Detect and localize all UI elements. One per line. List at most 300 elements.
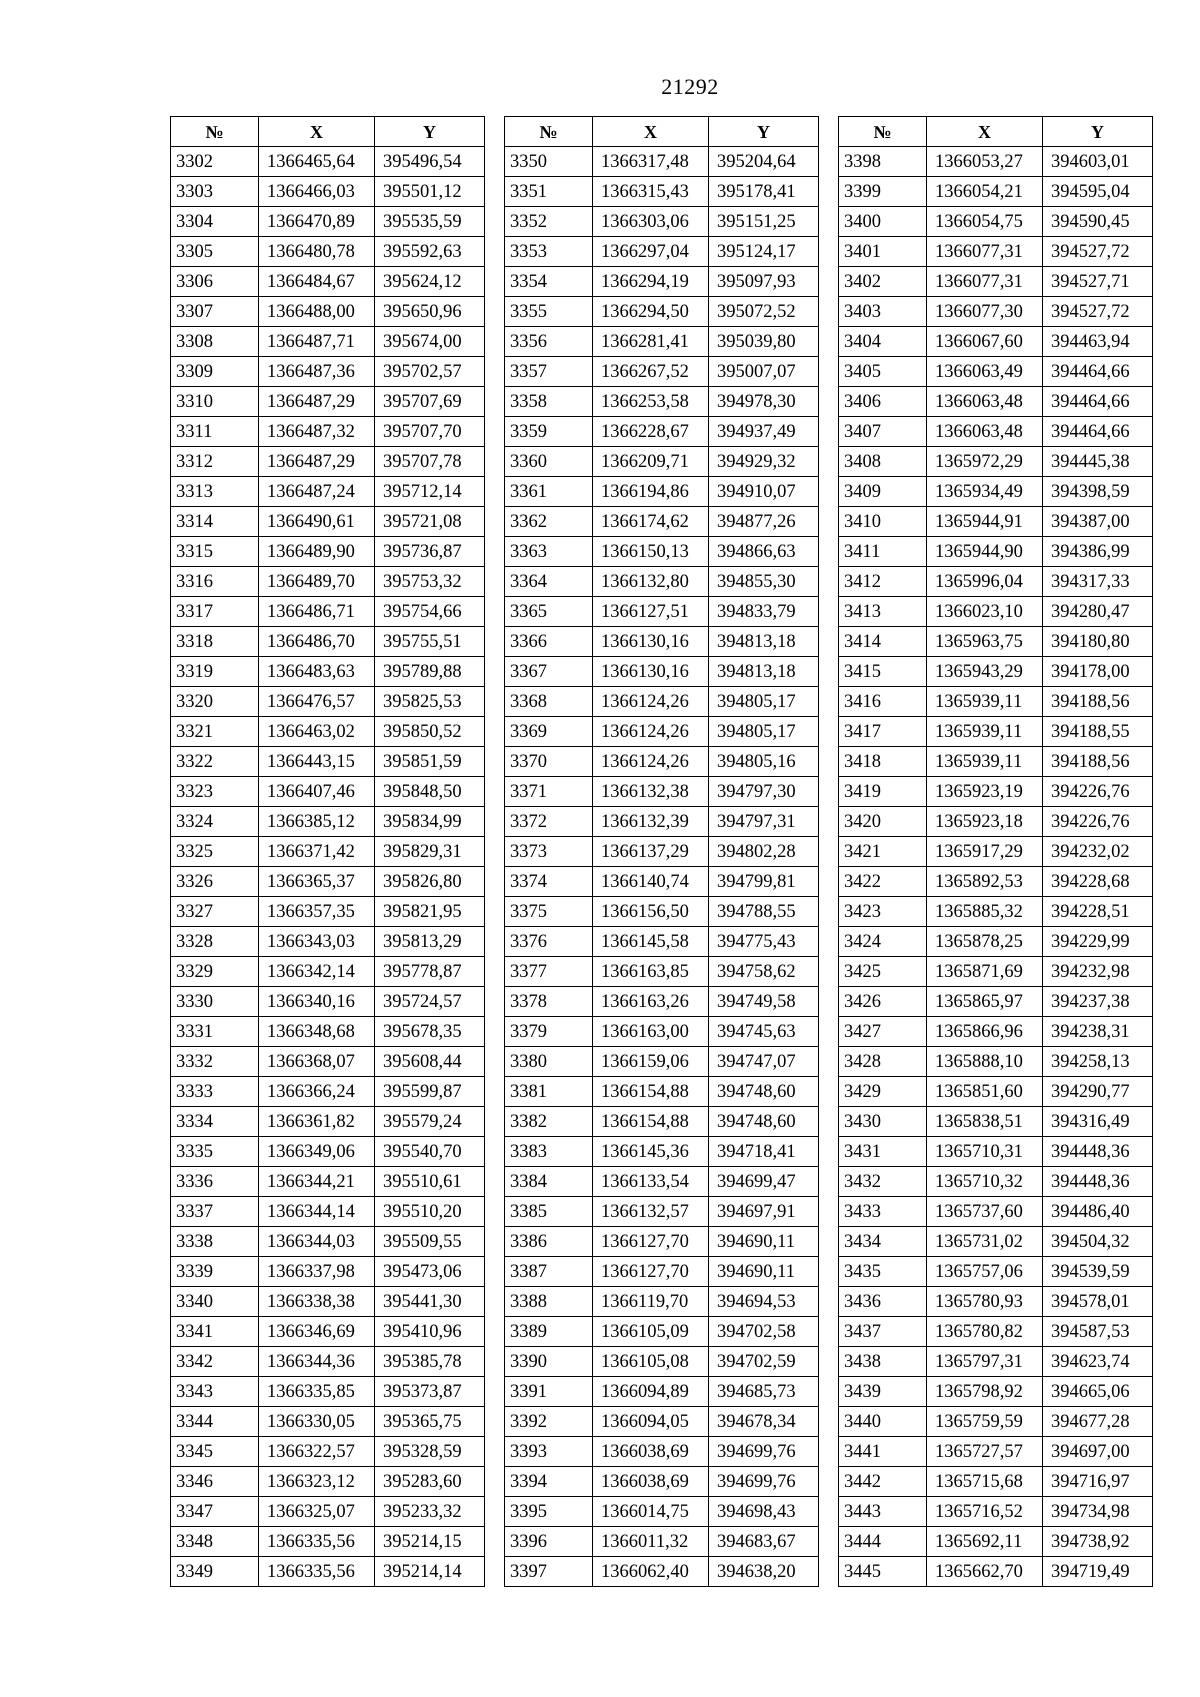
y-coordinate-cell: 395151,25 xyxy=(709,207,819,237)
point-number-cell: 3375 xyxy=(505,897,593,927)
coordinate-tables xyxy=(170,116,1150,1586)
table-row xyxy=(171,1137,485,1167)
y-coordinate-cell: 394188,55 xyxy=(1043,717,1153,747)
point-number-cell: 3354 xyxy=(505,267,593,297)
y-coordinate-cell: 394797,30 xyxy=(709,777,819,807)
x-coordinate-cell: 1366159,06 xyxy=(593,1047,709,1077)
point-number-cell: 3328 xyxy=(171,927,259,957)
x-coordinate-cell: 1366487,29 xyxy=(259,387,375,417)
y-coordinate-cell: 394910,07 xyxy=(709,477,819,507)
point-number-cell: 3414 xyxy=(839,627,927,657)
point-number-cell: 3407 xyxy=(839,417,927,447)
x-coordinate-cell: 1366465,64 xyxy=(259,147,375,177)
y-coordinate-cell: 395540,70 xyxy=(375,1137,485,1167)
point-number-cell: 3403 xyxy=(839,297,927,327)
table-row xyxy=(171,1227,485,1257)
point-number-cell: 3357 xyxy=(505,357,593,387)
y-coordinate-cell: 394694,53 xyxy=(709,1287,819,1317)
table-row xyxy=(171,417,485,447)
y-coordinate-cell: 395097,93 xyxy=(709,267,819,297)
y-coordinate-cell: 395214,15 xyxy=(375,1527,485,1557)
table-row xyxy=(505,1407,819,1437)
point-number-cell: 3371 xyxy=(505,777,593,807)
x-coordinate-cell: 1365944,91 xyxy=(927,507,1043,537)
y-coordinate-cell: 395509,55 xyxy=(375,1227,485,1257)
y-coordinate-cell: 395721,08 xyxy=(375,507,485,537)
y-coordinate-cell: 394398,59 xyxy=(1043,477,1153,507)
point-number-cell: 3432 xyxy=(839,1167,927,1197)
y-coordinate-cell: 394464,66 xyxy=(1043,357,1153,387)
x-coordinate-cell: 1365944,90 xyxy=(927,537,1043,567)
y-coordinate-cell: 394748,60 xyxy=(709,1107,819,1137)
y-coordinate-cell: 394929,32 xyxy=(709,447,819,477)
y-coordinate-cell: 394698,43 xyxy=(709,1497,819,1527)
table-row xyxy=(505,1377,819,1407)
table-row xyxy=(839,1497,1153,1527)
point-number-cell: 3352 xyxy=(505,207,593,237)
column-header-x: X xyxy=(927,117,1043,147)
x-coordinate-cell: 1366127,70 xyxy=(593,1227,709,1257)
y-coordinate-cell: 394805,17 xyxy=(709,687,819,717)
table-row xyxy=(171,1527,485,1557)
y-coordinate-cell: 394527,72 xyxy=(1043,297,1153,327)
x-coordinate-cell: 1366038,69 xyxy=(593,1467,709,1497)
x-coordinate-cell: 1366132,80 xyxy=(593,567,709,597)
table-row xyxy=(505,1077,819,1107)
y-coordinate-cell: 395707,70 xyxy=(375,417,485,447)
table-row xyxy=(171,987,485,1017)
y-coordinate-cell: 394229,99 xyxy=(1043,927,1153,957)
point-number-cell: 3377 xyxy=(505,957,593,987)
x-coordinate-cell: 1365710,32 xyxy=(927,1167,1043,1197)
point-number-cell: 3445 xyxy=(839,1557,927,1587)
point-number-cell: 3351 xyxy=(505,177,593,207)
x-coordinate-cell: 1366487,36 xyxy=(259,357,375,387)
x-coordinate-cell: 1366209,71 xyxy=(593,447,709,477)
table-row xyxy=(839,177,1153,207)
y-coordinate-cell: 394445,38 xyxy=(1043,447,1153,477)
table-row xyxy=(839,1347,1153,1377)
y-coordinate-cell: 394697,00 xyxy=(1043,1437,1153,1467)
point-number-cell: 3390 xyxy=(505,1347,593,1377)
y-coordinate-cell: 395233,32 xyxy=(375,1497,485,1527)
y-coordinate-cell: 395510,20 xyxy=(375,1197,485,1227)
x-coordinate-cell: 1366297,04 xyxy=(593,237,709,267)
x-coordinate-cell: 1366483,63 xyxy=(259,657,375,687)
point-number-cell: 3327 xyxy=(171,897,259,927)
x-coordinate-cell: 1366267,52 xyxy=(593,357,709,387)
y-coordinate-cell: 394448,36 xyxy=(1043,1167,1153,1197)
point-number-cell: 3427 xyxy=(839,1017,927,1047)
point-number-cell: 3367 xyxy=(505,657,593,687)
x-coordinate-cell: 1366145,58 xyxy=(593,927,709,957)
y-coordinate-cell: 394486,40 xyxy=(1043,1197,1153,1227)
y-coordinate-cell: 394386,99 xyxy=(1043,537,1153,567)
x-coordinate-cell: 1365996,04 xyxy=(927,567,1043,597)
table-row xyxy=(505,147,819,177)
point-number-cell: 3431 xyxy=(839,1137,927,1167)
y-coordinate-cell: 394527,72 xyxy=(1043,237,1153,267)
table-row xyxy=(839,1137,1153,1167)
y-coordinate-cell: 394685,73 xyxy=(709,1377,819,1407)
point-number-cell: 3398 xyxy=(839,147,927,177)
y-coordinate-cell: 395789,88 xyxy=(375,657,485,687)
point-number-cell: 3393 xyxy=(505,1437,593,1467)
table-row xyxy=(171,687,485,717)
point-number-cell: 3435 xyxy=(839,1257,927,1287)
point-number-cell: 3335 xyxy=(171,1137,259,1167)
x-coordinate-cell: 1366368,07 xyxy=(259,1047,375,1077)
table-row xyxy=(171,1047,485,1077)
point-number-cell: 3399 xyxy=(839,177,927,207)
table-row xyxy=(505,867,819,897)
x-coordinate-cell: 1366443,15 xyxy=(259,747,375,777)
table-row xyxy=(171,807,485,837)
y-coordinate-cell: 394697,91 xyxy=(709,1197,819,1227)
point-number-cell: 3387 xyxy=(505,1257,593,1287)
y-coordinate-cell: 394578,01 xyxy=(1043,1287,1153,1317)
point-number-cell: 3322 xyxy=(171,747,259,777)
table-row xyxy=(505,1047,819,1077)
point-number-cell: 3382 xyxy=(505,1107,593,1137)
x-coordinate-cell: 1366325,07 xyxy=(259,1497,375,1527)
y-coordinate-cell: 394813,18 xyxy=(709,627,819,657)
y-coordinate-cell: 395778,87 xyxy=(375,957,485,987)
y-coordinate-cell: 394464,66 xyxy=(1043,417,1153,447)
y-coordinate-cell: 394603,01 xyxy=(1043,147,1153,177)
point-number-cell: 3373 xyxy=(505,837,593,867)
point-number-cell: 3425 xyxy=(839,957,927,987)
x-coordinate-cell: 1366365,37 xyxy=(259,867,375,897)
y-coordinate-cell: 394866,63 xyxy=(709,537,819,567)
y-coordinate-cell: 394719,49 xyxy=(1043,1557,1153,1587)
x-coordinate-cell: 1366063,48 xyxy=(927,387,1043,417)
y-coordinate-cell: 395724,57 xyxy=(375,987,485,1017)
x-coordinate-cell: 1366357,35 xyxy=(259,897,375,927)
x-coordinate-cell: 1366346,69 xyxy=(259,1317,375,1347)
x-coordinate-cell: 1365727,57 xyxy=(927,1437,1043,1467)
table-row xyxy=(505,957,819,987)
point-number-cell: 3342 xyxy=(171,1347,259,1377)
x-coordinate-cell: 1366407,46 xyxy=(259,777,375,807)
x-coordinate-cell: 1366063,49 xyxy=(927,357,1043,387)
x-coordinate-cell: 1366385,12 xyxy=(259,807,375,837)
point-number-cell: 3413 xyxy=(839,597,927,627)
point-number-cell: 3353 xyxy=(505,237,593,267)
y-coordinate-cell: 394702,58 xyxy=(709,1317,819,1347)
y-coordinate-cell: 394758,62 xyxy=(709,957,819,987)
x-coordinate-cell: 1365939,11 xyxy=(927,687,1043,717)
x-coordinate-cell: 1366038,69 xyxy=(593,1437,709,1467)
table-row xyxy=(505,447,819,477)
table-row xyxy=(839,387,1153,417)
point-number-cell: 3430 xyxy=(839,1107,927,1137)
point-number-cell: 3356 xyxy=(505,327,593,357)
y-coordinate-cell: 395678,35 xyxy=(375,1017,485,1047)
y-coordinate-cell: 395283,60 xyxy=(375,1467,485,1497)
x-coordinate-cell: 1366053,27 xyxy=(927,147,1043,177)
x-coordinate-cell: 1366124,26 xyxy=(593,747,709,777)
table-row xyxy=(505,657,819,687)
x-coordinate-cell: 1366476,57 xyxy=(259,687,375,717)
x-coordinate-cell: 1365757,06 xyxy=(927,1257,1043,1287)
point-number-cell: 3325 xyxy=(171,837,259,867)
y-coordinate-cell: 394747,07 xyxy=(709,1047,819,1077)
y-coordinate-cell: 395825,53 xyxy=(375,687,485,717)
table-row xyxy=(839,717,1153,747)
x-coordinate-cell: 1365780,82 xyxy=(927,1317,1043,1347)
x-coordinate-cell: 1365871,69 xyxy=(927,957,1043,987)
point-number-cell: 3408 xyxy=(839,447,927,477)
table-row xyxy=(505,1167,819,1197)
y-coordinate-cell: 394797,31 xyxy=(709,807,819,837)
point-number-cell: 3331 xyxy=(171,1017,259,1047)
y-coordinate-cell: 394316,49 xyxy=(1043,1107,1153,1137)
table-row xyxy=(171,1167,485,1197)
table-row xyxy=(505,1017,819,1047)
point-number-cell: 3444 xyxy=(839,1527,927,1557)
y-coordinate-cell: 394178,00 xyxy=(1043,657,1153,687)
point-number-cell: 3410 xyxy=(839,507,927,537)
y-coordinate-cell: 394387,00 xyxy=(1043,507,1153,537)
x-coordinate-cell: 1365972,29 xyxy=(927,447,1043,477)
point-number-cell: 3423 xyxy=(839,897,927,927)
x-coordinate-cell: 1366480,78 xyxy=(259,237,375,267)
point-number-cell: 3319 xyxy=(171,657,259,687)
table-row xyxy=(839,687,1153,717)
table-row xyxy=(505,1467,819,1497)
point-number-cell: 3339 xyxy=(171,1257,259,1287)
table-row xyxy=(839,1287,1153,1317)
table-row xyxy=(171,177,485,207)
point-number-cell: 3389 xyxy=(505,1317,593,1347)
column-header-number: № xyxy=(839,117,927,147)
y-coordinate-cell: 394855,30 xyxy=(709,567,819,597)
y-coordinate-cell: 394978,30 xyxy=(709,387,819,417)
y-coordinate-cell: 394464,66 xyxy=(1043,387,1153,417)
x-coordinate-cell: 1366094,89 xyxy=(593,1377,709,1407)
y-coordinate-cell: 395826,80 xyxy=(375,867,485,897)
x-coordinate-cell: 1366371,42 xyxy=(259,837,375,867)
y-coordinate-cell: 395707,69 xyxy=(375,387,485,417)
x-coordinate-cell: 1366490,61 xyxy=(259,507,375,537)
x-coordinate-cell: 1366317,48 xyxy=(593,147,709,177)
point-number-cell: 3411 xyxy=(839,537,927,567)
table-row xyxy=(505,327,819,357)
table-row xyxy=(839,447,1153,477)
table-row xyxy=(171,1017,485,1047)
table-row xyxy=(839,1077,1153,1107)
x-coordinate-cell: 1366335,56 xyxy=(259,1557,375,1587)
y-coordinate-cell: 395650,96 xyxy=(375,297,485,327)
point-number-cell: 3416 xyxy=(839,687,927,717)
point-number-cell: 3345 xyxy=(171,1437,259,1467)
point-number-cell: 3372 xyxy=(505,807,593,837)
x-coordinate-cell: 1366343,03 xyxy=(259,927,375,957)
point-number-cell: 3369 xyxy=(505,717,593,747)
table-row xyxy=(839,147,1153,177)
table-row xyxy=(505,267,819,297)
y-coordinate-cell: 395039,80 xyxy=(709,327,819,357)
table-row xyxy=(839,1557,1153,1587)
x-coordinate-cell: 1366486,71 xyxy=(259,597,375,627)
coordinate-table-1 xyxy=(170,116,485,1587)
x-coordinate-cell: 1366063,48 xyxy=(927,417,1043,447)
point-number-cell: 3323 xyxy=(171,777,259,807)
x-coordinate-cell: 1366011,32 xyxy=(593,1527,709,1557)
x-coordinate-cell: 1366163,26 xyxy=(593,987,709,1017)
point-number-cell: 3358 xyxy=(505,387,593,417)
point-number-cell: 3441 xyxy=(839,1437,927,1467)
y-coordinate-cell: 394595,04 xyxy=(1043,177,1153,207)
table-row xyxy=(839,567,1153,597)
x-coordinate-cell: 1365692,11 xyxy=(927,1527,1043,1557)
point-number-cell: 3400 xyxy=(839,207,927,237)
table-row xyxy=(505,1347,819,1377)
x-coordinate-cell: 1365963,75 xyxy=(927,627,1043,657)
x-coordinate-cell: 1366132,38 xyxy=(593,777,709,807)
point-number-cell: 3349 xyxy=(171,1557,259,1587)
y-coordinate-cell: 394623,74 xyxy=(1043,1347,1153,1377)
point-number-cell: 3365 xyxy=(505,597,593,627)
table-row xyxy=(171,1197,485,1227)
point-number-cell: 3434 xyxy=(839,1227,927,1257)
point-number-cell: 3404 xyxy=(839,327,927,357)
point-number-cell: 3386 xyxy=(505,1227,593,1257)
point-number-cell: 3307 xyxy=(171,297,259,327)
x-coordinate-cell: 1365851,60 xyxy=(927,1077,1043,1107)
table-row xyxy=(171,1557,485,1587)
x-coordinate-cell: 1366105,08 xyxy=(593,1347,709,1377)
table-row xyxy=(505,777,819,807)
y-coordinate-cell: 394237,38 xyxy=(1043,987,1153,1017)
table-row xyxy=(171,1467,485,1497)
table-row xyxy=(505,597,819,627)
point-number-cell: 3320 xyxy=(171,687,259,717)
point-number-cell: 3396 xyxy=(505,1527,593,1557)
table-row xyxy=(839,1107,1153,1137)
y-coordinate-cell: 394527,71 xyxy=(1043,267,1153,297)
x-coordinate-cell: 1366077,30 xyxy=(927,297,1043,327)
y-coordinate-cell: 394590,45 xyxy=(1043,207,1153,237)
table-row xyxy=(839,237,1153,267)
x-coordinate-cell: 1366349,06 xyxy=(259,1137,375,1167)
point-number-cell: 3421 xyxy=(839,837,927,867)
x-coordinate-cell: 1366156,50 xyxy=(593,897,709,927)
table-row xyxy=(839,627,1153,657)
table-row xyxy=(839,417,1153,447)
x-coordinate-cell: 1366054,21 xyxy=(927,177,1043,207)
column-header-y: Y xyxy=(375,117,485,147)
y-coordinate-cell: 395124,17 xyxy=(709,237,819,267)
column-header-x: X xyxy=(593,117,709,147)
point-number-cell: 3359 xyxy=(505,417,593,447)
x-coordinate-cell: 1365934,49 xyxy=(927,477,1043,507)
point-number-cell: 3374 xyxy=(505,867,593,897)
table-row xyxy=(505,1137,819,1167)
table-row xyxy=(839,357,1153,387)
point-number-cell: 3360 xyxy=(505,447,593,477)
point-number-cell: 3370 xyxy=(505,747,593,777)
y-coordinate-cell: 395214,14 xyxy=(375,1557,485,1587)
point-number-cell: 3318 xyxy=(171,627,259,657)
y-coordinate-cell: 394718,41 xyxy=(709,1137,819,1167)
point-number-cell: 3338 xyxy=(171,1227,259,1257)
y-coordinate-cell: 395850,52 xyxy=(375,717,485,747)
coordinate-table-3 xyxy=(838,116,1153,1587)
point-number-cell: 3388 xyxy=(505,1287,593,1317)
table-row xyxy=(505,1437,819,1467)
table-row xyxy=(505,897,819,927)
x-coordinate-cell: 1365798,92 xyxy=(927,1377,1043,1407)
y-coordinate-cell: 395535,59 xyxy=(375,207,485,237)
y-coordinate-cell: 394539,59 xyxy=(1043,1257,1153,1287)
x-coordinate-cell: 1365662,70 xyxy=(927,1557,1043,1587)
y-coordinate-cell: 395496,54 xyxy=(375,147,485,177)
point-number-cell: 3363 xyxy=(505,537,593,567)
table-row xyxy=(171,537,485,567)
table-row xyxy=(171,717,485,747)
x-coordinate-cell: 1366023,10 xyxy=(927,597,1043,627)
table-row xyxy=(505,1557,819,1587)
y-coordinate-cell: 395410,96 xyxy=(375,1317,485,1347)
table-row xyxy=(505,1257,819,1287)
table-row xyxy=(171,1107,485,1137)
y-coordinate-cell: 395328,59 xyxy=(375,1437,485,1467)
table-row xyxy=(839,1377,1153,1407)
y-coordinate-cell: 395829,31 xyxy=(375,837,485,867)
x-coordinate-cell: 1366174,62 xyxy=(593,507,709,537)
table-row xyxy=(505,477,819,507)
x-coordinate-cell: 1366486,70 xyxy=(259,627,375,657)
point-number-cell: 3334 xyxy=(171,1107,259,1137)
x-coordinate-cell: 1366489,70 xyxy=(259,567,375,597)
x-coordinate-cell: 1366127,51 xyxy=(593,597,709,627)
x-coordinate-cell: 1366344,03 xyxy=(259,1227,375,1257)
table-header-row xyxy=(171,117,485,147)
point-number-cell: 3310 xyxy=(171,387,259,417)
table-row xyxy=(505,747,819,777)
y-coordinate-cell: 394228,68 xyxy=(1043,867,1153,897)
x-coordinate-cell: 1365888,10 xyxy=(927,1047,1043,1077)
table-row xyxy=(505,537,819,567)
y-coordinate-cell: 394238,31 xyxy=(1043,1017,1153,1047)
y-coordinate-cell: 395755,51 xyxy=(375,627,485,657)
x-coordinate-cell: 1366228,67 xyxy=(593,417,709,447)
y-coordinate-cell: 394749,58 xyxy=(709,987,819,1017)
point-number-cell: 3362 xyxy=(505,507,593,537)
x-coordinate-cell: 1366124,26 xyxy=(593,717,709,747)
column-header-y: Y xyxy=(709,117,819,147)
table-row xyxy=(839,1317,1153,1347)
table-row xyxy=(505,357,819,387)
table-row xyxy=(505,807,819,837)
x-coordinate-cell: 1365715,68 xyxy=(927,1467,1043,1497)
y-coordinate-cell: 395365,75 xyxy=(375,1407,485,1437)
point-number-cell: 3395 xyxy=(505,1497,593,1527)
point-number-cell: 3340 xyxy=(171,1287,259,1317)
x-coordinate-cell: 1366484,67 xyxy=(259,267,375,297)
y-coordinate-cell: 394677,28 xyxy=(1043,1407,1153,1437)
x-coordinate-cell: 1365865,97 xyxy=(927,987,1043,1017)
point-number-cell: 3315 xyxy=(171,537,259,567)
point-number-cell: 3317 xyxy=(171,597,259,627)
y-coordinate-cell: 394226,76 xyxy=(1043,807,1153,837)
point-number-cell: 3419 xyxy=(839,777,927,807)
x-coordinate-cell: 1366322,57 xyxy=(259,1437,375,1467)
y-coordinate-cell: 394587,53 xyxy=(1043,1317,1153,1347)
table-row xyxy=(171,777,485,807)
